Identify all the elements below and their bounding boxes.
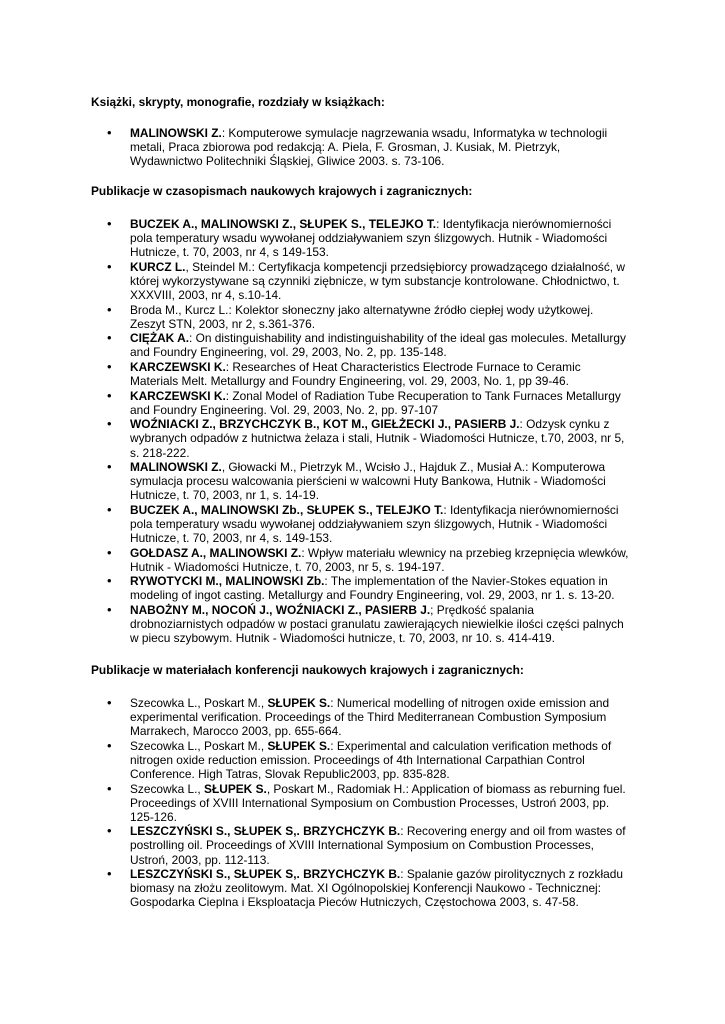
list-item: • Szecowka L., Poskart M., SŁUPEK S.: Experimental and calculation verification methods of nitrogen oxide reduction emission. Proceedings of 4th International Carpathian Control Conference. High Tatras, Slovak Republic2003, pp. 835-828. [91, 739, 629, 781]
list-item: • KURCZ L., Steindel M.: Certyfikacja kompetencji przedsiębiorcy prowadzącego działalność, w której wykorzystywane są czynniki ziębnicze, w tym substancje kontrolowane. Chłodnictwo, t. XXXVIII, 2003, nr 4, s.10-14. [91, 260, 629, 302]
section-heading-journals: Publikacje w czasopismach naukowych krajowych i zagranicznych: [91, 184, 473, 198]
list-item: • Szecowka L., Poskart M., SŁUPEK S.: Numerical modelling of nitrogen oxide emission and experimental verification. Proceedings of the Third Mediterranean Combustion Symposium Marrakech, Marocco 2003, pp. 655-664. [91, 696, 629, 738]
list-item: • WOŹNIACKI Z., BRZYCHCZYK B., KOT M., GIEŁŻECKI J., PASIERB J.: Odzysk cynku z wybranych odpadów z hutnictwa żelaza i stali, Hutnik - Wiadomości Hutnicze, t.70, 2003, nr 5, s. 218-222. [91, 417, 629, 459]
section-heading-conferences: Publikacje w materiałach konferencji naukowych krajowych i zagranicznych: [91, 663, 524, 677]
books-list [91, 126, 629, 169]
list-item: • BUCZEK A., MALINOWSKI Z., SŁUPEK S., TELEJKO T.: Identyfikacja nierównomierności pola temperatury wsadu wywołanej oddziaływaniem szyn ślizgowych. Hutnik - Wiadomości Hutnicze, t. 70, 2003, nr 4, s 149-153. [91, 217, 629, 259]
list-item: • KARCZEWSKI K.: Researches of Heat Characteristics Electrode Furnace to Ceramic Materials Melt. Metallurgy and Foundry Engineering, vol. 29, 2003, No. 1, pp 39-46. [91, 360, 629, 388]
list-item: • GOŁDASZ A., MALINOWSKI Z.: Wpływ materiału wlewnicy na przebieg krzepnięcia wlewków, Hutnik - Wiadomości Hutnicze, t. 70, 2003, nr 5, s. 194-197. [91, 546, 629, 574]
list-item: • MALINOWSKI Z.: Komputerowe symulacje nagrzewania wsadu, Informatyka w technologii metali, Praca zbiorowa pod redakcją: A. Piela, F. Grosman, J. Kusiak, M. Pietrzyk, Wydawnictwo Politechniki Śląskiej, Gliwice 2003. s. 73-106. [91, 126, 629, 168]
list-item: • KARCZEWSKI K.: Zonal Model of Radiation Tube Recuperation to Tank Furnaces Metallurgy and Foundry Engineering. Vol. 29, 2003, No. 2, pp. 97-107 [91, 389, 629, 417]
list-item: • BUCZEK A., MALINOWSKI Zb., SŁUPEK S., TELEJKO T.: Identyfikacja nierównomierności pola temperatury wsadu wywołanej oddziaływaniem szyn ślizgowych, Hutnik - Wiadomości Hutnicze, t. 70, 2003, nr 4, s. 149-153. [91, 503, 629, 545]
list-item: • NABOŻNY M., NOCOŃ J., WOŹNIACKI Z., PASIERB J.; Prędkość spalania drobnoziarnistych odpadów w postaci granulatu zawierających niewielkie ilości części palnych w piecu szybowym. Hutnik - Wiadomości hutnicze, t. 70, 2003, nr 10. s. 414-419. [91, 603, 629, 645]
list-item: • RYWOTYCKI M., MALINOWSKI Zb.: The implementation of the Navier-Stokes equation in modeling of ingot casting. Metallurgy and Foundry Engineering, vol. 29, 2003, nr 1. s. 13-20. [91, 574, 629, 602]
conferences-list [91, 696, 629, 910]
list-item: • LESZCZYŃSKI S., SŁUPEK S,. BRZYCHCZYK B.: Recovering energy and oil from wastes of postrolling oil. Proceedings of XVIII International Symposium on Combustion Processes, Ustroń, 2003, pp. 112-113. [91, 824, 629, 866]
list-item: • Szecowka L., SŁUPEK S., Poskart M., Radomiak H.: Application of biomass as reburning fuel. Proceedings of XVIII International Symposium on Combustion Processes, Ustroń 2003, pp. 125-126. [91, 782, 629, 824]
list-item: • MALINOWSKI Z., Głowacki M., Pietrzyk M., Wcisło J., Hajduk Z., Musiał A.: Komputerowa symulacja procesu walcowania pierścieni w walcowni Huty Bankowa, Hutnik - Wiadomości Hutnicze, t. 70, 2003, nr 1, s. 14-19. [91, 460, 629, 502]
list-item: • LESZCZYŃSKI S., SŁUPEK S,. BRZYCHCZYK B.: Spalanie gazów pirolitycznych z rozkładu biomasy na złożu zeolitowym. Mat. XI Ogólnopolskiej Konferencji Naukowo - Technicznej: Gospodarka Cieplna i Eksploatacja Pieców Hutniczych, Częstochowa 2003, s. 47-58. [91, 867, 629, 909]
list-item: • CIĘŻAK A.: On distinguishability and indistinguishability of the ideal gas molecules. Metallurgy and Foundry Engineering, vol. 29, 2003, No. 2, pp. 135-148. [91, 331, 629, 359]
journals-list [91, 217, 629, 646]
section-heading-books: Książki, skrypty, monografie, rozdziały w książkach: [91, 95, 385, 109]
list-item: • Broda M., Kurcz L.: Kolektor słoneczny jako alternatywne źródło ciepłej wody użytkowej. Zeszyt STN, 2003, nr 2, s.361-376. [91, 303, 629, 331]
